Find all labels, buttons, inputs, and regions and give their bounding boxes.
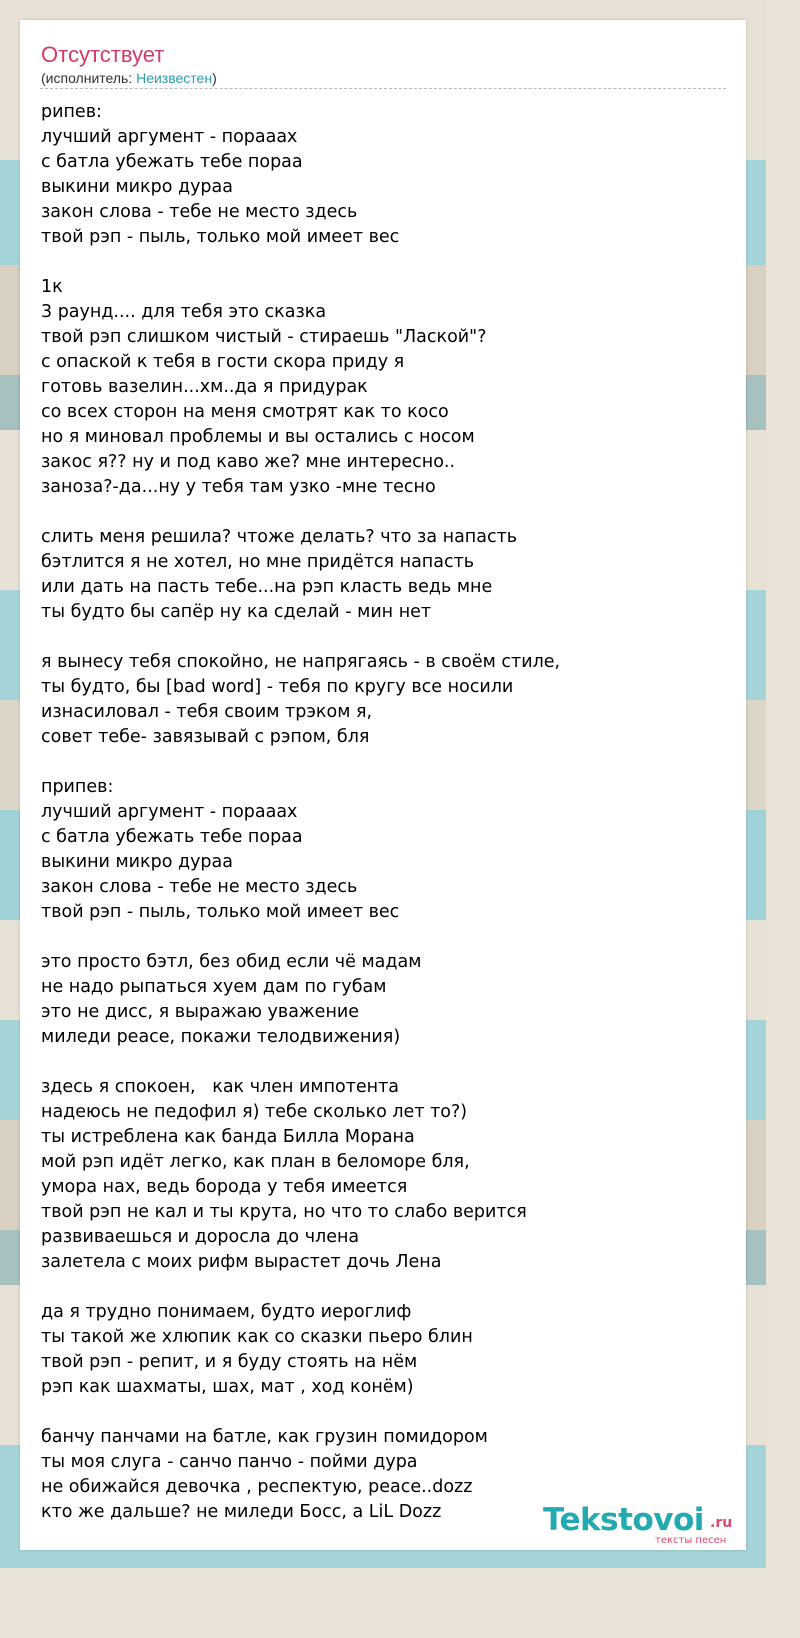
logo-name: Tekstovoi (543, 1502, 704, 1538)
lyric-line: 3 раунд.... для тебя это сказка (41, 302, 327, 322)
lyric-line: умора нах, ведь борода у тебя имеется (41, 1177, 408, 1197)
lyric-line: со всех сторон на меня смотрят как то косо (41, 402, 449, 422)
lyric-line (41, 1050, 721, 1075)
lyric-line: не надо рыпаться хуем дам по губам (41, 977, 387, 997)
lyric-line: ты моя слуга - санчо панчо - пойми дура (41, 1452, 418, 1472)
lyric-line: залетела с моих рифм вырастет дочь Лена (41, 1252, 442, 1272)
lyric-line: или дать на пасть тебе...на рэп класть ведь мне (41, 577, 493, 597)
lyric-line: да я трудно понимаем, будто иероглиф (41, 1302, 412, 1322)
lyric-line: лучший аргумент - порааах (41, 127, 298, 147)
lyrics-card (20, 20, 746, 1550)
lyric-line: выкини микро дураа (41, 852, 233, 872)
lyric-line: изнасиловал - тебя своим трэком я, (41, 702, 373, 722)
lyric-line (41, 1400, 721, 1425)
lyric-line: но я миновал проблемы и вы остались с носом (41, 427, 475, 447)
lyric-line: рипев: (41, 102, 102, 122)
lyric-line: припев: (41, 777, 114, 797)
lyric-line: не обижайся девочка , респектую, peace..dozz (41, 1477, 473, 1497)
lyric-line: ты истреблена как банда Билла Морана (41, 1127, 415, 1147)
lyric-line: 1к (41, 277, 63, 297)
lyric-line: твой рэп - пыль, только мой имеет вес (41, 227, 400, 247)
lyric-line: это не дисс, я выражаю уважение (41, 1002, 360, 1022)
lyric-line (41, 250, 721, 275)
lyric-line: закон слова - тебе не место здесь (41, 877, 358, 897)
title-divider (40, 88, 726, 89)
lyric-line: закон слова - тебе не место здесь (41, 202, 358, 222)
lyric-line: совет тебе- завязывай с рэпом, бля (41, 727, 370, 747)
performer-prefix: (исполнитель: (41, 70, 137, 86)
lyric-line (41, 500, 721, 525)
lyric-line: развиваешься и доросла до члена (41, 1227, 360, 1247)
lyric-line: ты будто бы сапёр ну ка сделай - мин нет (41, 602, 432, 622)
site-logo[interactable] (543, 1502, 743, 1546)
performer-line (41, 70, 217, 86)
lyric-line: твой рэп - репит, и я буду стоять на нём (41, 1352, 418, 1372)
lyric-line: мой рэп идёт легко, как план в беломоре бля, (41, 1152, 470, 1172)
lyrics-text (41, 100, 721, 1525)
logo-tld: .ru (710, 1515, 733, 1531)
lyric-line (41, 750, 721, 775)
lyric-line: я вынесу тебя спокойно, не напрягаясь - в своём стиле, (41, 652, 561, 672)
lyric-line: здесь я спокоен, как член импотента (41, 1077, 400, 1097)
performer-link[interactable]: Неизвестен (136, 70, 213, 86)
lyric-line: это просто бэтл, без обид если чё мадам (41, 952, 422, 972)
lyric-line (41, 625, 721, 650)
lyric-line: слить меня решила? чтоже делать? что за напасть (41, 527, 518, 547)
lyric-line: рэп как шахматы, шах, мат , ход конём) (41, 1377, 414, 1397)
song-title: Отсутствует (41, 42, 165, 67)
logo-tagline: тексты песен (655, 1535, 727, 1546)
lyric-line: банчу панчами на батле, как грузин помидором (41, 1427, 488, 1447)
lyric-line: надеюсь не педофил я) тебе сколько лет то?) (41, 1102, 468, 1122)
lyric-line: с опаской к тебя в гости скора приду я (41, 352, 405, 372)
lyric-line: ты будто, бы [bad word] - тебя по кругу все носили (41, 677, 514, 697)
lyric-line: готовь вазелин...хм..да я придурак (41, 377, 368, 397)
lyric-line: выкини микро дураа (41, 177, 233, 197)
performer-suffix: ) (212, 70, 217, 86)
lyric-line (41, 1275, 721, 1300)
lyric-line: ты такой же хлюпик как со сказки пьеро блин (41, 1327, 473, 1347)
lyric-line (41, 925, 721, 950)
lyric-line: с батла убежать тебе пораа (41, 152, 303, 172)
lyric-line: лучший аргумент - порааах (41, 802, 298, 822)
lyric-line: с батла убежать тебе пораа (41, 827, 303, 847)
lyric-line: заноза?-да...ну у тебя там узко -мне тесно (41, 477, 436, 497)
lyric-line: закос я?? ну и под каво же? мне интересно.. (41, 452, 456, 472)
lyric-line: миледи peace, покажи телодвижения) (41, 1027, 401, 1047)
lyric-line: твой рэп - пыль, только мой имеет вес (41, 902, 400, 922)
lyric-line: кто же дальше? не миледи Босс, а LiL Dozz (41, 1502, 442, 1522)
lyric-line: бэтлится я не хотел, но мне придётся напасть (41, 552, 475, 572)
lyric-line: твой рэп слишком чистый - стираешь "Лаской"? (41, 327, 487, 347)
lyric-line: твой рэп не кал и ты крута, но что то слабо верится (41, 1202, 527, 1222)
